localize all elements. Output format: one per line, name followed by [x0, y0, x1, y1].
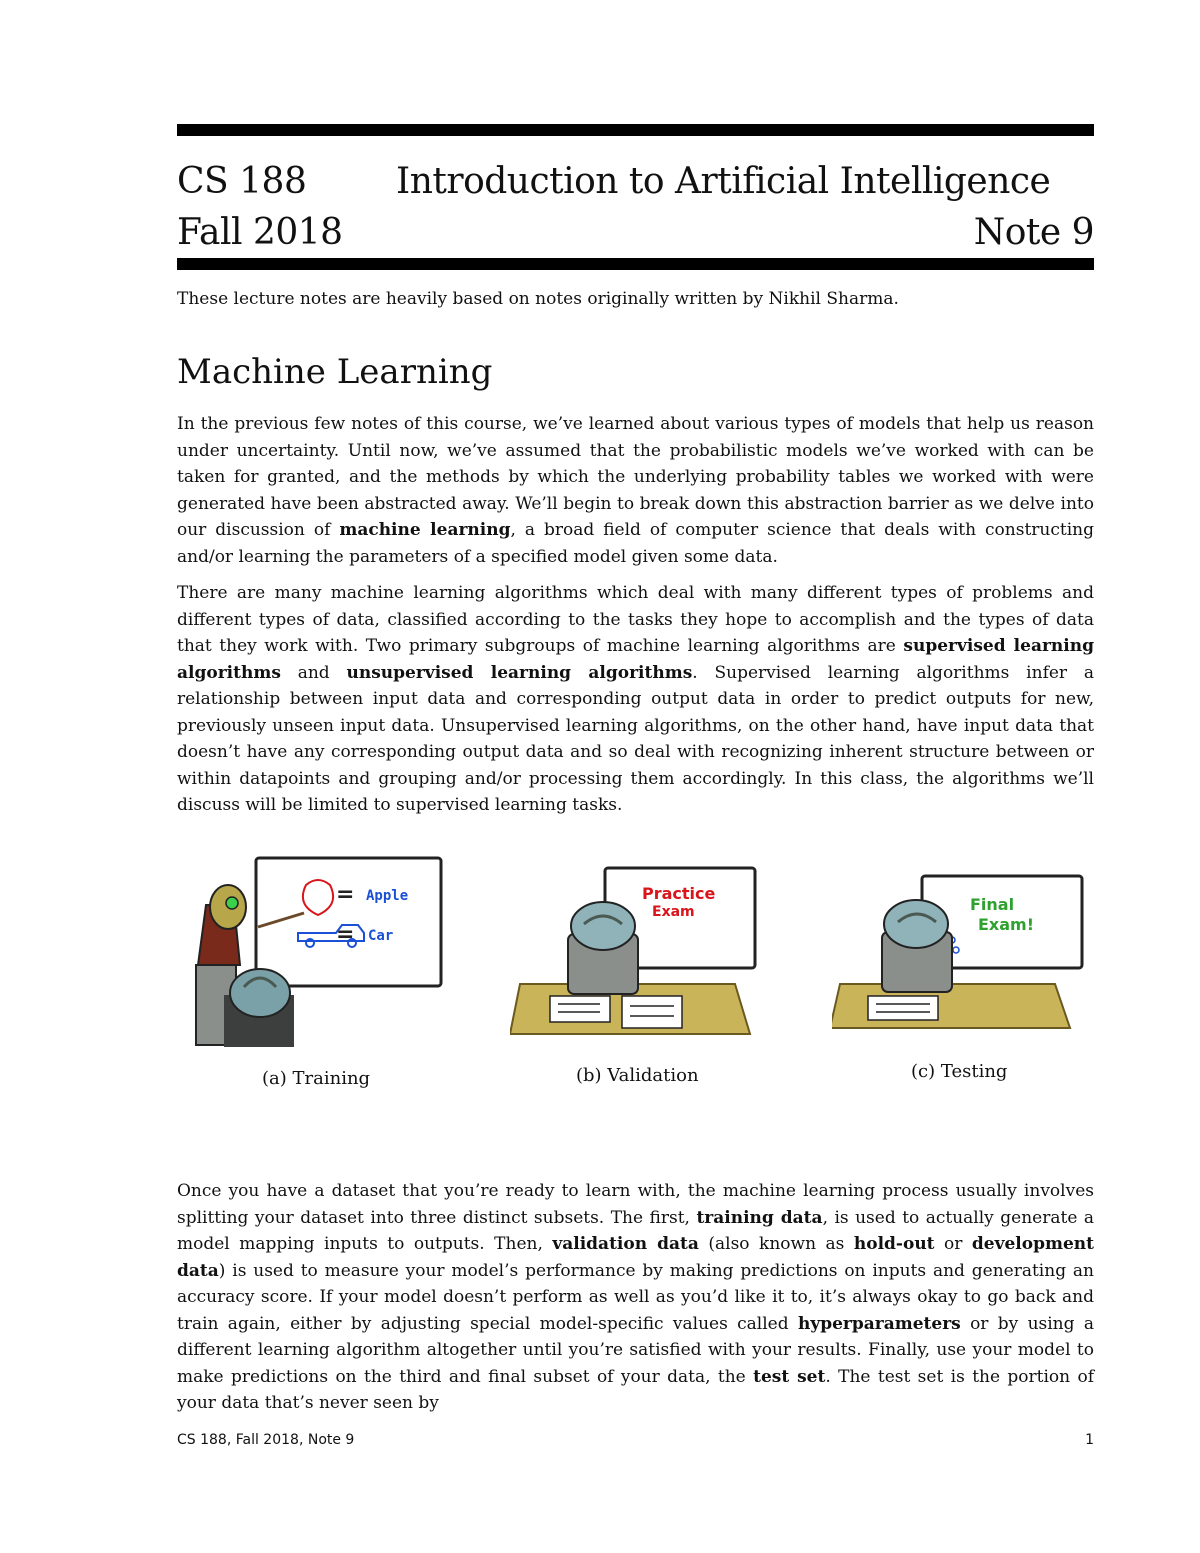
text-run: or: [934, 1234, 972, 1254]
header-bottom-rule: [177, 258, 1094, 270]
key-term: training data: [696, 1207, 823, 1228]
text-run: In the previous few notes of this course, we’ve learned about various types of models that help us reason under uncertainty. Until now, we’ve assumed that the probabilistic models we’ve worked with can be taken for granted, and the methods by which the underlying probability tables we worked with were generated have been abstracted away. We’ll begin to break down this abstraction barrier as we delve into our discussion of: [177, 414, 1094, 540]
caption-training: (a) Training: [262, 1068, 371, 1089]
dataset-split-paragraph: [177, 1178, 1094, 1417]
key-term: development data: [177, 1234, 1094, 1281]
key-term: unsupervised learning algorithms: [346, 662, 693, 683]
footer-page-number: 1: [1085, 1432, 1094, 1448]
caption-testing: (c) Testing: [911, 1061, 1008, 1082]
key-term: machine learning: [339, 520, 511, 540]
board-label-apple: Apple: [366, 888, 409, 904]
key-term: hold-out: [853, 1234, 935, 1254]
figure-validation-illustration: [510, 864, 758, 1046]
course-number: CS 188: [177, 161, 307, 202]
text-run: There are many machine learning algorithms which deal with many different types of problems and different types of data, classified according to the tasks they hope to accomplish and the types of data that they work with. Two primary subgroups of machine learning algorithms are: [177, 583, 1094, 656]
key-term: supervised learning algorithms: [177, 636, 1094, 683]
key-term: hyperparameters: [797, 1313, 961, 1334]
section-title: Machine Learning: [177, 352, 493, 392]
intro-paragraph: [177, 411, 1094, 570]
text-run: , a broad field of computer science that deals with constructing and/or learning the parameters of a specified model given some data.: [177, 520, 1094, 567]
footer-course-note: CS 188, Fall 2018, Note 9: [177, 1432, 355, 1448]
figure-training-illustration: [186, 855, 448, 1047]
text-run: ) is used to measure your model’s performance by making predictions on inputs and generating an accuracy score. If your model doesn’t perform as well as you’d like it to, it’s always okay to go back and train again, either by adjusting special model-specific values called: [177, 1260, 1094, 1334]
key-term: test set: [753, 1366, 826, 1387]
board-label-car: Car: [368, 928, 394, 944]
text-run: Once you have a dataset that you’re ready to learn with, the machine learning process usually involves splitting your dataset into three distinct subsets. The first,: [177, 1181, 1094, 1228]
text-run: and: [280, 662, 347, 683]
note-number: Note 9: [973, 212, 1094, 253]
figure-testing-illustration: [832, 872, 1087, 1042]
algorithms-paragraph: [177, 580, 1094, 819]
text-run: . Supervised learning algorithms infer a relationship between input data and corresponding output data in order to predict outputs for new, previously unseen input data. Unsupervised learning algorithms, on the other hand, have input data that doesn’t have any corresponding output data and so deal with recognizing inherent structure between or within datapoints and grouping and/or processing them accordingly. In this class, the algorithms we’ll discuss will be limited to supervised learning tasks.: [177, 662, 1094, 815]
board-label-practice: Practice: [642, 884, 716, 903]
text-run: , is used to actually generate a model mapping inputs to outputs. Then,: [177, 1207, 1094, 1254]
equals-sign-car: =: [336, 922, 355, 947]
board-label-exam-final: Exam!: [978, 915, 1035, 934]
key-term: validation data: [552, 1234, 699, 1254]
caption-validation: (b) Validation: [576, 1065, 699, 1086]
course-title: Introduction to Artificial Intelligence: [396, 161, 1051, 202]
text-run: (also known as: [698, 1234, 854, 1254]
board-label-exam: Exam: [652, 904, 695, 920]
board-label-final: Final: [970, 895, 1015, 914]
term: Fall 2018: [177, 212, 343, 253]
equals-sign-apple: =: [336, 882, 355, 907]
text-run: . The test set is the portion of your data that’s never seen by: [177, 1366, 1095, 1413]
credit-line: These lecture notes are heavily based on notes originally written by Nikhil Sharma.: [177, 289, 899, 309]
text-run: or by using a different learning algorithm altogether until you’re satisfied with your results. Finally, use your model to make predictions on the third and final subset of your data, the: [177, 1313, 1094, 1387]
header-top-rule: [177, 124, 1094, 136]
